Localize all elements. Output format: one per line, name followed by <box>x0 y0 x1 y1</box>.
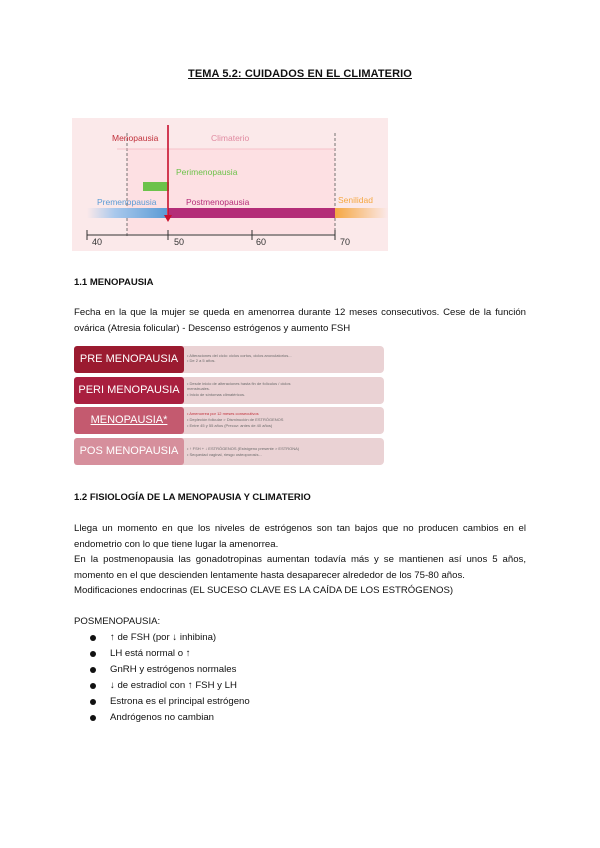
label-climaterio: Climaterio <box>211 133 250 143</box>
section-paragraphs-fisiologia <box>74 521 526 599</box>
label-menopausia: Menopausia <box>112 133 159 143</box>
list-item <box>74 646 474 662</box>
phase-line: • Alteraciones del ciclo: ciclos cortos, ciclos anovulatorios... <box>187 353 292 358</box>
list-item-text: Estrona es el principal estrógeno <box>110 696 250 707</box>
phase-line: • De 2 a 5 años. <box>187 358 216 363</box>
bullet-icon <box>90 699 96 705</box>
list-item <box>74 678 474 694</box>
menopausia-definition: Fecha en la que la mujer se queda en amenorrea durante 12 meses consecutivos. Cese de la función ovárica (Atresia folicular) - Descenso estrógenos y aumento FSH <box>74 307 526 334</box>
posmenopausia-list <box>74 614 474 726</box>
phase-row-pos <box>74 438 384 465</box>
bullet-icon <box>90 683 96 689</box>
bar-perimenopausia <box>143 182 169 191</box>
phase-desc-meno <box>169 407 384 434</box>
page-title: TEMA 5.2: CUIDADOS EN EL CLIMATERIO <box>188 68 412 80</box>
phase-desc-pos <box>169 438 384 465</box>
list-item-text: ↓ de estradiol con ↑ FSH y LH <box>110 680 237 691</box>
phase-desc-pre <box>169 346 384 373</box>
tick-label-70: 70 <box>340 237 351 247</box>
bar-senilidad <box>335 208 388 218</box>
phase-label-pos-menopausia: POS MENOPAUSIA <box>74 438 184 465</box>
phase-label-menopausia: MENOPAUSIA* <box>74 407 184 434</box>
label-senilidad: Senilidad <box>338 195 373 205</box>
climaterio-band <box>127 149 335 234</box>
section-paragraph-menopausia <box>74 305 526 336</box>
list-item <box>74 710 474 726</box>
phase-line: • Inicio de síntomas climatéricos. <box>187 391 246 397</box>
phase-line: • Amenorrea por 12 meses consecutivos <box>187 411 259 416</box>
list-item-text: LH está normal o ↑ <box>110 648 191 659</box>
bullet-icon <box>90 715 96 721</box>
list-item <box>74 630 474 646</box>
bullet-icon <box>90 635 96 641</box>
phase-row-pre <box>74 346 384 373</box>
phase-line: • Depleción folicular > Disminución de ESTRÓGENOS <box>187 417 284 422</box>
phases-diagram <box>74 346 384 468</box>
paragraph-amenorrea: Llega un momento en que los niveles de estrógenos son tan bajos que no producen cambios en el endometrio con lo que tiene lugar la amenorrea. <box>74 523 526 550</box>
phase-line: • Entre 45 y 55 años (Precoz: antes de 40 años) <box>187 423 273 428</box>
bullet-icon <box>90 667 96 673</box>
phase-label-pre-menopausia: PRE MENOPAUSIA <box>74 346 184 373</box>
list-item <box>74 694 474 710</box>
list-item-text: Andrógenos no cambian <box>110 712 215 723</box>
climaterio-timeline <box>72 118 388 251</box>
phase-line: menstruales. <box>187 385 210 391</box>
posmenopausia-items <box>74 630 474 726</box>
paragraph-modificaciones: Modificaciones endocrinas (EL SUCESO CLAVE ES LA CAÍDA DE LOS ESTRÓGENOS) <box>74 585 454 596</box>
section-heading-fisiologia: 1.2 FISIOLOGÍA DE LA MENOPAUSIA Y CLIMATERIO <box>74 492 311 503</box>
bullet-icon <box>90 651 96 657</box>
section-heading-menopausia: 1.1 MENOPAUSIA <box>74 277 154 288</box>
list-item-text: ↑ de FSH (por ↓ inhibina) <box>110 632 217 643</box>
phase-label-peri-menopausia: PERI MENOPAUSIA <box>74 377 184 404</box>
phase-row-meno <box>74 407 384 434</box>
tick-label-60: 60 <box>256 237 267 247</box>
paragraph-gonadotropinas: En la postmenopausia las gonadotropinas aumentan todavía más y se mantienen así unos 5 años, momento en el que descienden lentamente hasta desaparecer alrededor de los 75-80 años. <box>74 554 526 581</box>
phase-line: • Desde inicio de alteraciones hasta fin de folículos / ciclos <box>187 380 291 386</box>
phase-line: • Sequedad vaginal, riesgo osteoporosis... <box>187 451 262 457</box>
phase-row-peri <box>74 377 384 404</box>
list-item <box>74 662 474 678</box>
phase-line: • ↑ FSH + ↓ ESTRÓGENOS (Estrógeno presente > ESTRONA) <box>187 445 300 451</box>
phase-desc-peri <box>169 377 384 404</box>
label-premenopausia: Premenopausia <box>97 197 157 207</box>
label-postmenopausia: Postmenopausia <box>186 197 250 207</box>
bar-premenopausia <box>87 208 167 218</box>
bar-postmenopausia <box>168 208 335 218</box>
list-item-text: GnRH y estrógenos normales <box>110 664 237 675</box>
posmenopausia-title: POSMENOPAUSIA: <box>74 616 161 627</box>
label-perimenopausia: Perimenopausia <box>176 167 238 177</box>
tick-label-40: 40 <box>92 237 103 247</box>
tick-label-50: 50 <box>174 237 185 247</box>
